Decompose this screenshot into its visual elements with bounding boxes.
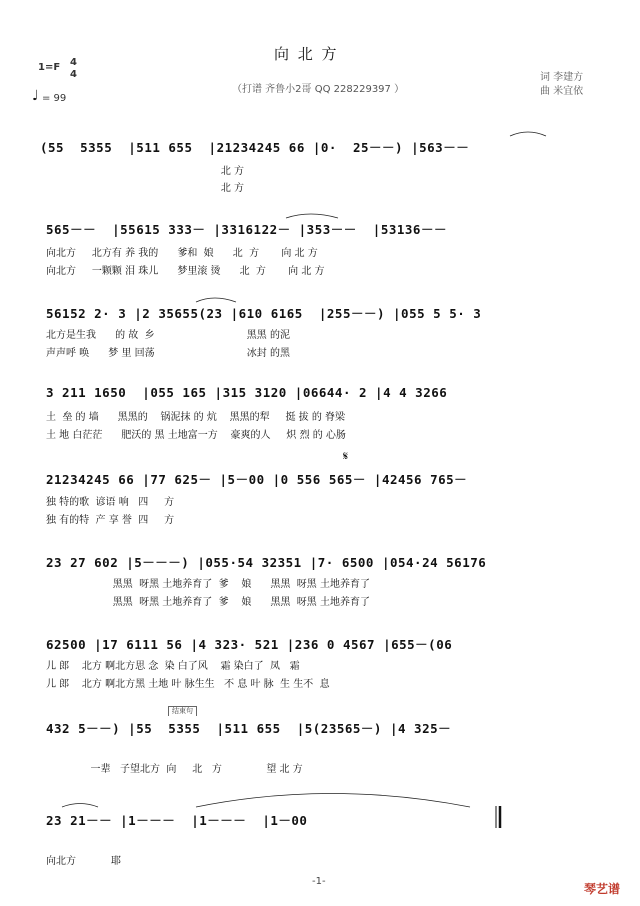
key-signature: 1=F <box>38 62 61 73</box>
site-logo: 琴艺谱 <box>584 882 621 896</box>
notation-line-1: (55 5355 |511 655 |21234245 66 |0· 25－－) |563－－ <box>40 140 470 155</box>
lyric-line-5-verse-2: 独 有的特 产 享 誉 四 方 <box>46 515 175 526</box>
notation-line-2: 565－－ |55615 333－ |3316122－ |353－－ |53136－－ <box>46 222 447 237</box>
lyric-line-5-verse-1: 独 特的歌 谚语 响 四 方 <box>46 497 175 508</box>
lyric-line-1-verse-2: 北 方 <box>46 183 245 194</box>
lyric-line-6-verse-1: 黑黑 呀黑 土地养育了 爹 娘 黑黑 呀黑 土地养育了 <box>46 579 370 590</box>
lyric-line-2-verse-1: 向北方 北方有 养 我的 爹和 娘 北 方 向 北 方 <box>46 248 318 259</box>
lyric-line-4-verse-2: 土 地 白茫茫 肥沃的 黑 土地富一方 豪爽的人 炽 烈 的 心肠 <box>46 430 346 441</box>
lyric-line-1-verse-1: 北 方 <box>46 166 245 177</box>
lyric-line-3-verse-1: 北方是生我 的 故 乡 黑黑 的泥 <box>46 330 290 341</box>
credit-line: （打谱 齐鲁小2哥 QQ 228229397 ） <box>232 84 405 95</box>
ending-bracket-label: 结束句 <box>168 706 197 716</box>
lyric-line-6-verse-2: 黑黑 呀黑 土地养育了 爹 娘 黑黑 呀黑 土地养育了 <box>46 597 370 608</box>
notation-line-6: 23 27 602 |5－－－) |055·54 32351 |7· 6500 |054·24 56176 <box>46 555 487 570</box>
lyricist: 词 李建方 <box>540 72 584 83</box>
lyric-line-2-verse-2: 向北方 一颗颗 泪 珠儿 梦里滚 烫 北 方 向 北 方 <box>46 266 325 277</box>
notation-line-8: 432 5－－) |55 5355 |511 655 |5(23565－) |4 325－ <box>46 721 452 736</box>
segno-sign: 𝄋 <box>343 449 349 463</box>
quarter-note-icon: ♩ <box>32 88 39 104</box>
lyric-line-9: 向北方 耶 <box>46 856 121 867</box>
lyric-line-4-verse-1: 土 垒 的 墙 黑黑的 锅泥抹 的 炕 黑黑的犁 挺 拔 的 脊梁 <box>46 412 346 423</box>
tempo-marking: = 99 <box>42 93 67 104</box>
composer: 曲 米宜依 <box>540 86 584 97</box>
lyric-line-7-verse-2: 儿 郎 北方 啊北方黑 土地 叶 脉生生 不 息 叶 脉 生 生不 息 <box>46 679 330 690</box>
lyric-line-7-verse-1: 儿 郎 北方 啊北方思 念 染 白了风 霜 染白了 凤 霜 <box>46 661 300 672</box>
notation-line-5: 21234245 66 |77 625－ |5－00 |0 556 565－ |42456 765－ <box>46 472 468 487</box>
lyric-line-8: 一辈 子望北方 向 北 方 望 北 方 <box>46 764 303 775</box>
notation-line-3: 56152 2· 3 |2 35655(23 |610 6165 |255－－) |055 5 5· 3 <box>46 306 482 321</box>
notation-line-7: 62500 |17 6111 56 |4 323· 521 |236 0 4567 |655－(06 <box>46 637 453 652</box>
time-signature-top: 4 <box>70 57 77 68</box>
notation-line-9: 23 21－－ |1－－－ |1－－－ |1－00 <box>46 813 308 828</box>
notation-line-4: 3 211 1650 |055 165 |315 3120 |06644· 2 |4 4 3266 <box>46 385 448 400</box>
page-number: -1- <box>312 876 326 887</box>
lyric-line-3-verse-2: 声声呼 唤 梦 里 回荡 冰封 的黑 <box>46 348 290 359</box>
page-title: 向 北 方 <box>274 45 339 63</box>
time-signature-bottom: 4 <box>70 69 77 80</box>
